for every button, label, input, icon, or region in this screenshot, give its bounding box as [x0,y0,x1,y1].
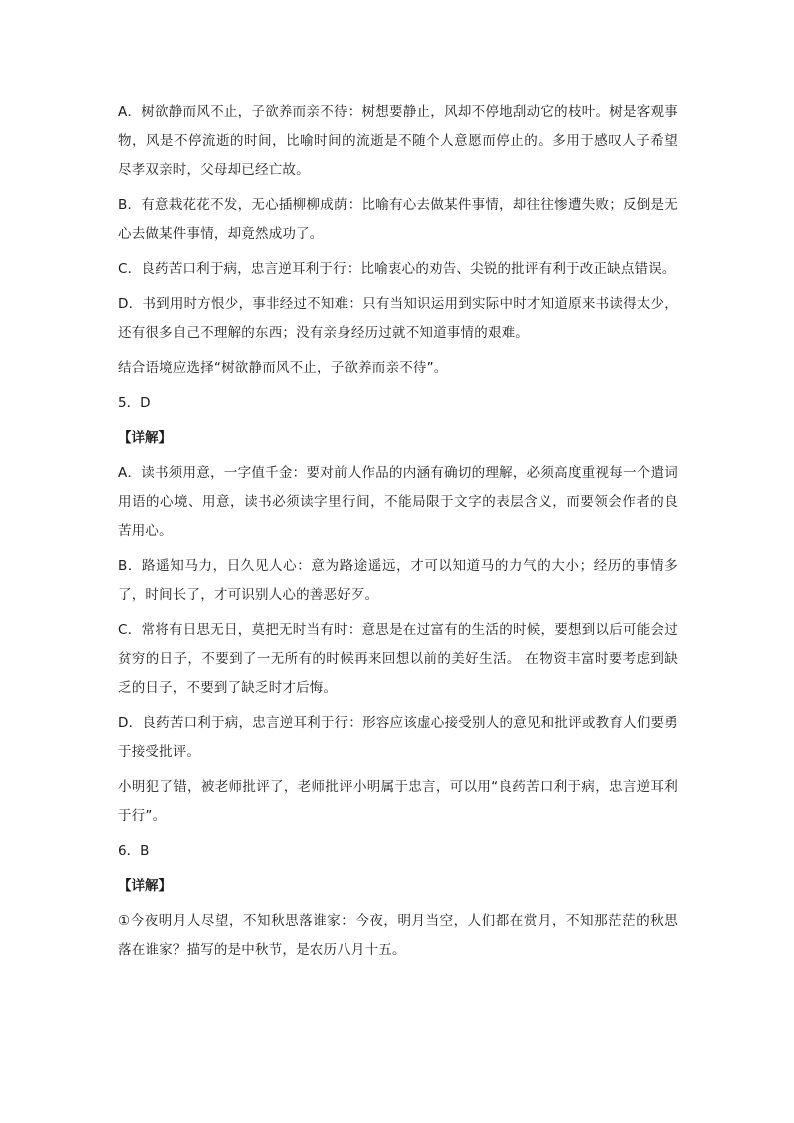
option-c-explanation: C．常将有日思无日，莫把无时当有时：意思是在过富有的生活的时候，要想到以后可能会过贫穷的日子，不要到了一无所有的时候再来回想以前的美好生活。 在物资丰富时要考虑到缺乏的日子，不要到了缺乏时才后悔。 [118,622,678,696]
conclusion-text: 小明犯了错，被老师批评了，老师批评小明属于忠言，可以用“良药苦口利于病，忠言逆耳利于行”。 [118,779,678,824]
item-1-explanation: ①今夜明月人尽望，不知秋思落谁家：今夜，明月当空，人们都在赏月，不知那茫茫的秋思落在谁家？描写的是中秋节，是农历八月十五。 [118,913,678,958]
option-b-explanation: B．有意栽花花不发，无心插柳柳成荫：比喻有心去做某件事情，却往往惨遭失败；反倒是无心去做某件事情，却竟然成功了。 [118,197,678,242]
option-a-explanation: A．树欲静而风不止，子欲养而亲不待：树想要静止，风却不停地刮动它的枝叶。树是客观事物，风是不停流逝的时间，比喻时间的流逝是不随个人意愿而停止的。多用于感叹人子希望尽孝双亲时，父母却已经亡故。 [118,104,678,178]
option-a-explanation: A．读书须用意，一字值千金：要对前人作品的内涵有确切的理解，必须高度重视每一个遣词用语的心境、用意，读书必须读字里行间，不能局限于文字的表层含义，而要领会作者的良苦用心。 [118,465,678,539]
document-page [118,98,678,971]
answer-number-6: 6．B [118,843,150,859]
detail-label: 【详解】 [118,878,172,894]
conclusion-text: 结合语境应选择“树欲静而风不止，子欲养而亲不待”。 [118,360,448,376]
option-d-explanation: D．书到用时方恨少，事非经过不知难：只有当知识运用到实际中时才知道原来书读得太少，还有很多自己不理解的东西；没有亲身经历过就不知道事情的艰难。 [118,296,678,341]
option-b-explanation: B．路遥知马力，日久见人心：意为路途遥远，才可以知道马的力气的大小；经历的事情多了，时间长了，才可识别人心的善恶好歹。 [118,558,678,603]
option-d-explanation: D．良药苦口利于病，忠言逆耳利于行：形容应该虚心接受别人的意见和批评或教育人们要勇于接受批评。 [118,715,678,760]
option-c-explanation: C．良药苦口利于病，忠言逆耳利于行：比喻衷心的劝告、尖锐的批评有利于改正缺点错误。 [118,261,676,277]
answer-number-5: 5．D [118,395,151,411]
detail-label: 【详解】 [118,430,172,446]
